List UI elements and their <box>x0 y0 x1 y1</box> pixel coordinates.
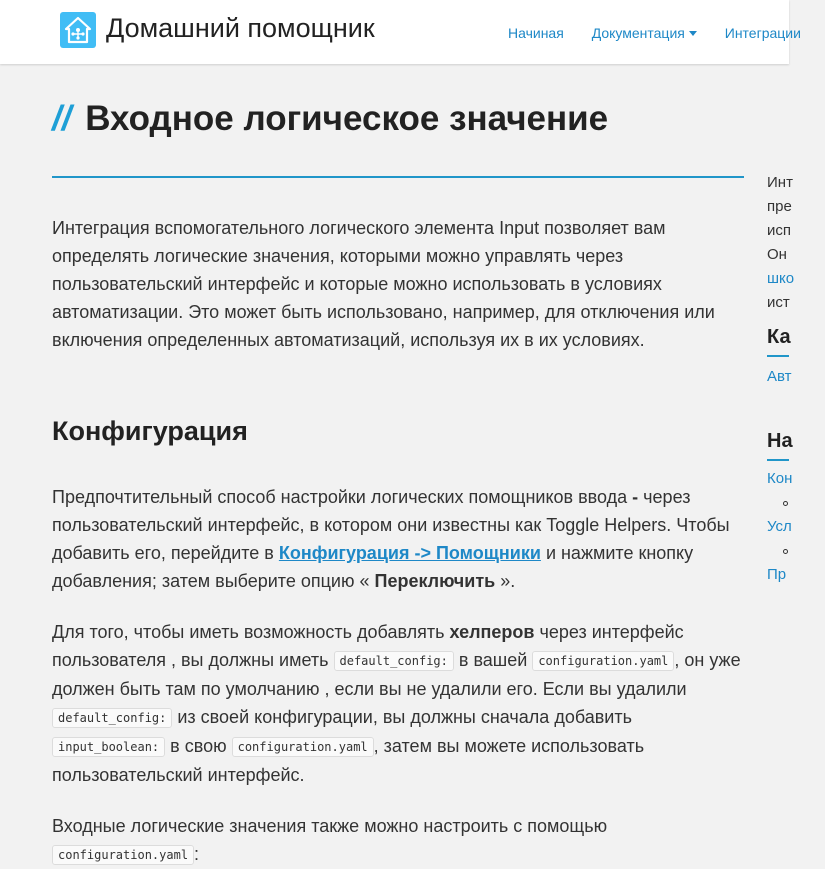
title-divider <box>52 176 744 178</box>
text: ». <box>495 571 516 591</box>
sidebar-text: пре <box>767 198 792 215</box>
sidebar-link[interactable]: шко <box>767 270 795 287</box>
code-default-config: default_config: <box>52 708 172 728</box>
text: Предпочтительный способ настройки логических помощников ввода <box>52 487 633 507</box>
code-configuration-yaml: configuration.yaml <box>52 845 194 865</box>
configuration-heading: Конфигурация <box>52 416 248 446</box>
text: , он уже должен быть там по умолчанию , если вы не удалили его. Если вы удалили <box>52 650 741 699</box>
article <box>52 64 744 869</box>
text: , затем вы можете использовать пользовательский интерфейс. <box>52 736 645 785</box>
sidebar-category-link[interactable]: Авт <box>767 368 792 385</box>
sidebar-divider <box>767 459 789 461</box>
config-paragraph-3 <box>52 812 744 869</box>
toc-item-configuration[interactable]: Кон <box>767 470 793 487</box>
sidebar-heading-toc: На <box>767 430 793 452</box>
text: в вашей <box>453 650 533 670</box>
nav-docs-label: Документация <box>591 25 685 41</box>
text-bold: хелперов <box>449 622 535 642</box>
toc-item-examples[interactable]: Пр <box>767 566 787 583</box>
intro-paragraph: Интеграция вспомогательного логического элемента Input позволяет вам определять логические значения, которыми можно управлять через пользовательский интерфейс и которые можно использовать в условиях автоматизации. Это может быть использовано, например, для отключения или включения определенных автоматизаций, используя их в их условиях. <box>52 218 715 350</box>
nav-getting-started[interactable]: Начиная <box>508 25 564 41</box>
text: Для того, чтобы иметь возможность добавлять <box>52 622 450 642</box>
toc-bullet-icon <box>783 501 788 506</box>
code-configuration-yaml: configuration.yaml <box>532 651 674 671</box>
sidebar-text: Инт <box>767 174 793 191</box>
home-assistant-logo-icon[interactable] <box>60 12 96 48</box>
code-default-config: default_config: <box>334 651 454 671</box>
text: и нажмите кнопку добавления; затем выберите опцию « <box>52 543 694 591</box>
sidebar-divider <box>767 355 789 357</box>
sidebar-text: исп <box>767 222 792 239</box>
toc-item-conditions[interactable]: Усл <box>767 518 792 535</box>
site-header <box>0 0 801 64</box>
toc-bullet-icon <box>783 549 788 554</box>
text: через пользовательский интерфейс, в котором они известны как Toggle Helpers. Чтобы добавить его, перейдите в <box>52 487 730 563</box>
nav-docs[interactable] <box>592 25 697 41</box>
config-helpers-link[interactable]: Конфигурация -> Помощники <box>278 543 541 563</box>
text: в свою <box>165 736 232 756</box>
text-bold: - <box>632 487 639 507</box>
sidebar-text: ист <box>767 294 790 311</box>
config-paragraph-1 <box>52 483 744 595</box>
page-title <box>52 98 744 140</box>
code-input-boolean: input_boolean: <box>52 737 165 757</box>
title-slashes: // <box>52 99 72 138</box>
code-configuration-yaml: configuration.yaml <box>232 737 374 757</box>
text: через интерфейс пользователя , вы должны иметь <box>52 622 684 670</box>
sidebar-heading-categories: Ка <box>767 326 791 348</box>
right-sidebar <box>767 0 795 866</box>
site-title[interactable]: Домашний помощник <box>106 13 375 43</box>
caret-down-icon <box>689 31 697 36</box>
text: Входные логические значения также можно настроить с помощью <box>52 816 608 836</box>
toggle-option-label: Переключить <box>374 571 496 591</box>
nav-integrations[interactable]: Интеграции <box>724 25 801 41</box>
page-title-text: Входное логическое значение <box>85 99 609 138</box>
text: : <box>194 844 200 864</box>
config-paragraph-2 <box>52 618 744 789</box>
sidebar-text: Он <box>767 246 787 263</box>
text: из своей конфигурации, вы должны сначала добавить <box>172 707 632 727</box>
